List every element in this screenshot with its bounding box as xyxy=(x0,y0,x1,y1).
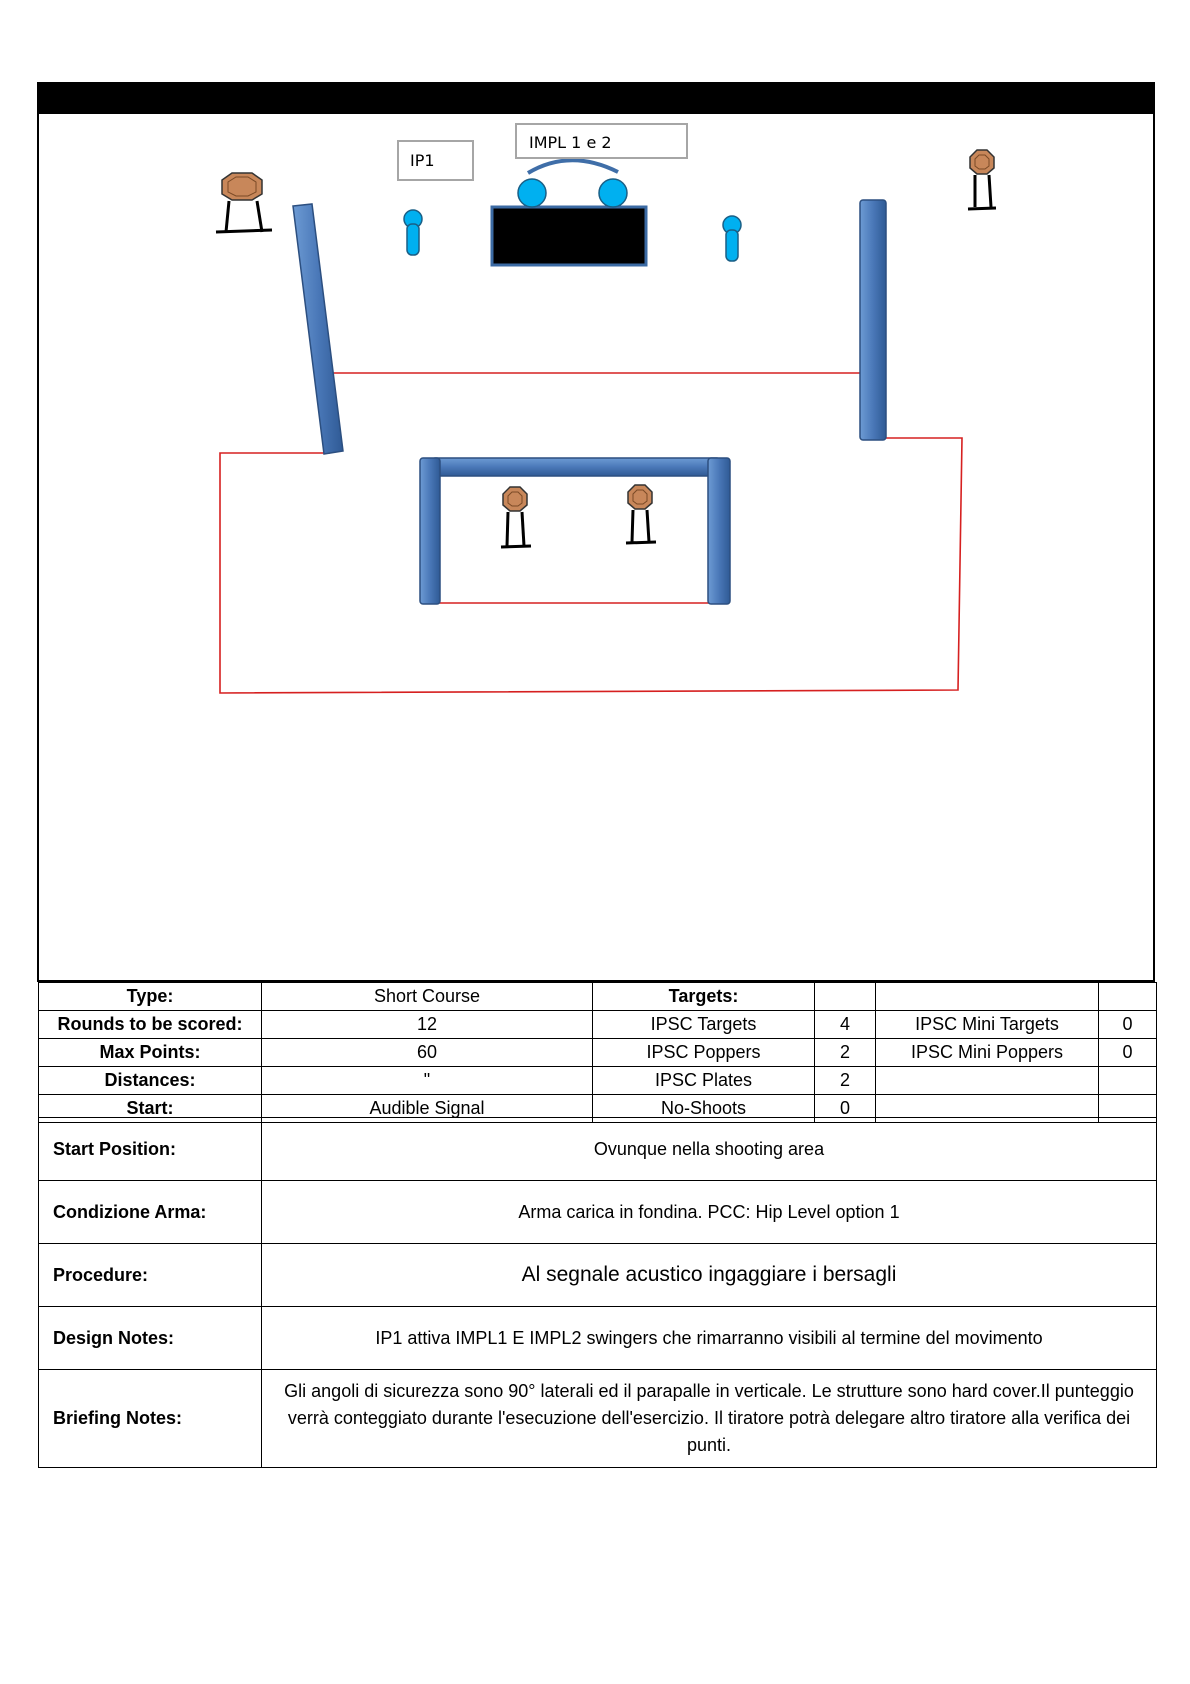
briefing-notes-text: Gli angoli di sicurezza sono 90° laterali ed il parapalle in verticale. Le strutture sono hard cover.Il punteggio verrà conteggiato durante l'esecuzione dell'esercizio. Il tiratore potrà delegare altro tiratore alla verifica dei punti. xyxy=(262,1370,1157,1468)
impl-label-box xyxy=(516,124,687,158)
ipsc-mini-poppers-count: 0 xyxy=(1099,1039,1157,1067)
right-wall-barricade xyxy=(860,200,886,440)
start-position-row xyxy=(39,1118,1157,1181)
rounds-value: 12 xyxy=(262,1011,593,1039)
impl-swinger-box xyxy=(492,207,646,265)
table-row xyxy=(39,1011,1157,1039)
rounds-label: Rounds to be scored: xyxy=(39,1011,262,1039)
no-shoots-count: 0 xyxy=(815,1095,876,1123)
targets-header-extra-count xyxy=(1099,983,1157,1011)
targets-header-count xyxy=(815,983,876,1011)
ipsc-target-center-right xyxy=(626,485,656,543)
ipsc-poppers-count: 2 xyxy=(815,1039,876,1067)
table-row xyxy=(39,983,1157,1011)
ipsc-poppers-label: IPSC Poppers xyxy=(593,1039,815,1067)
ipsc-mini-targets-count: 0 xyxy=(1099,1011,1157,1039)
ip1-label: IP1 xyxy=(410,151,435,170)
max-points-label: Max Points: xyxy=(39,1039,262,1067)
impl2-swinger-plate xyxy=(599,179,627,207)
max-points-value: 60 xyxy=(262,1039,593,1067)
left-wall-barricade xyxy=(293,204,343,454)
condizione-arma-text: Arma carica in fondina. PCC: Hip Level option 1 xyxy=(262,1181,1157,1244)
ip1-label-box xyxy=(398,141,473,180)
ipsc-plates-label: IPSC Plates xyxy=(593,1067,815,1095)
ipsc-plates-count: 2 xyxy=(815,1067,876,1095)
design-notes-text: IP1 attiva IMPL1 E IMPL2 swingers che rimarranno visibili al termine del movimento xyxy=(262,1307,1157,1370)
impl1-swinger-plate xyxy=(518,179,546,207)
empty-cell xyxy=(876,1067,1099,1095)
ipsc-targets-label: IPSC Targets xyxy=(593,1011,815,1039)
condizione-arma-label: Condizione Arma: xyxy=(39,1181,262,1244)
popper-left xyxy=(404,210,422,255)
popper-right xyxy=(723,216,741,261)
start-label: Start: xyxy=(39,1095,262,1123)
start-value: Audible Signal xyxy=(262,1095,593,1123)
distances-label: Distances: xyxy=(39,1067,262,1095)
targets-header: Targets: xyxy=(593,983,815,1011)
ipsc-mini-targets-label: IPSC Mini Targets xyxy=(876,1011,1099,1039)
impl-label: IMPL 1 e 2 xyxy=(529,133,612,152)
port-top-bar xyxy=(432,458,720,476)
port-left-post xyxy=(420,458,440,604)
table-row xyxy=(39,1039,1157,1067)
stage-notes-table xyxy=(38,1117,1157,1468)
type-value: Short Course xyxy=(262,983,593,1011)
targets-header-extra xyxy=(876,983,1099,1011)
start-position-label: Start Position: xyxy=(39,1118,262,1181)
empty-cell xyxy=(1099,1067,1157,1095)
briefing-notes-row xyxy=(39,1370,1157,1468)
type-label: Type: xyxy=(39,983,262,1011)
ipsc-target-top-right xyxy=(968,150,996,209)
procedure-text: Al segnale acustico ingaggiare i bersagli xyxy=(262,1244,1157,1307)
swinger-motion-arc xyxy=(528,160,618,173)
stage-info-table xyxy=(38,982,1157,1123)
condizione-arma-row xyxy=(39,1181,1157,1244)
distances-value: " xyxy=(262,1067,593,1095)
ipsc-mini-poppers-label: IPSC Mini Poppers xyxy=(876,1039,1099,1067)
briefing-notes-label: Briefing Notes: xyxy=(39,1370,262,1468)
ipsc-targets-count: 4 xyxy=(815,1011,876,1039)
ipsc-target-center-left xyxy=(501,487,531,547)
procedure-row xyxy=(39,1244,1157,1307)
port-right-post xyxy=(708,458,730,604)
design-notes-row xyxy=(39,1307,1157,1370)
no-shoots-label: No-Shoots xyxy=(593,1095,815,1123)
procedure-label: Procedure: xyxy=(39,1244,262,1307)
start-position-text: Ovunque nella shooting area xyxy=(262,1118,1157,1181)
ipsc-target-top-left xyxy=(216,173,272,232)
design-notes-label: Design Notes: xyxy=(39,1307,262,1370)
table-row xyxy=(39,1067,1157,1095)
